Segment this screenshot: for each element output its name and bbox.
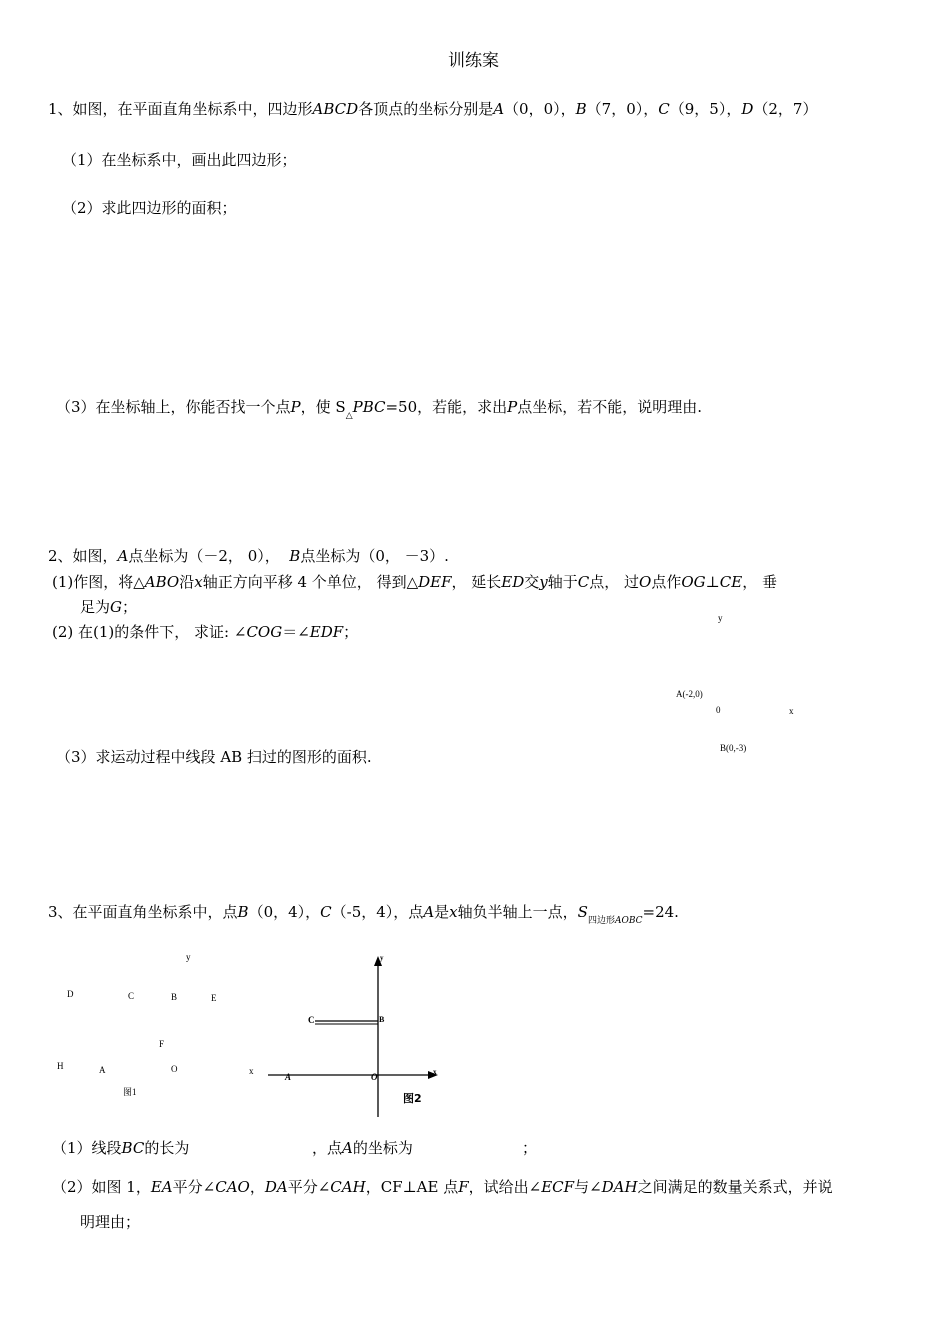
q3-part2-line2: 明理由； xyxy=(80,1213,141,1231)
fig2-caption: 图2 xyxy=(403,1092,422,1105)
page-title: 训练案 xyxy=(448,51,499,71)
q3-part1-end: ； xyxy=(522,1139,538,1157)
q2-fig-y-label: y xyxy=(718,613,723,623)
fig2-a-label: A xyxy=(285,1072,292,1082)
q3-part1: （1）线段BC的长为 xyxy=(52,1139,190,1157)
q2-fig-x-label: x xyxy=(789,706,794,716)
fig2-c-label: C xyxy=(308,1015,315,1025)
fig1-e-label: E xyxy=(211,993,217,1003)
q3-part2-line1: （2）如图 1，EA平分∠CAO，DA平分∠CAH，CF⊥AE 点F，试给出∠ECF与∠DAH之间满足的数量关系式，并说 xyxy=(52,1178,833,1196)
fig2-y-label: y xyxy=(380,954,384,962)
q3-stem: 3、在平面直角坐标系中，点B（0，4），C（-5，4），点A是x轴负半轴上一点，$S_{四边形AOBC}=24$. xyxy=(48,903,679,926)
q2-part1-line1: (1)作图，将△ABO沿x轴正方向平移 4 个单位， 得到△DEF， 延长ED交y轴于C点， 过O点作OG⊥CE， 垂 xyxy=(52,573,777,591)
q2-fig-origin-label: 0 xyxy=(716,705,721,715)
q2-part1-line2: 足为G； xyxy=(80,598,138,616)
q2-fig-b-label: B(0,-3) xyxy=(720,743,747,753)
fig1-f-label: F xyxy=(159,1039,165,1049)
fig1-o-label: O xyxy=(171,1064,178,1074)
fig1-y-label: y xyxy=(186,952,191,962)
fig2-b-label: B xyxy=(379,1015,385,1024)
fig1-h-label: H xyxy=(57,1061,64,1071)
fig1-x-label: x xyxy=(249,1066,254,1076)
q2-part2: (2) 在(1)的条件下， 求证: ∠COG＝∠EDF； xyxy=(52,623,359,641)
q3-part1-point-a: ，点A的坐标为 xyxy=(312,1139,413,1157)
fig1-a-label: A xyxy=(99,1065,106,1075)
fig2-o-label: O xyxy=(371,1072,378,1082)
q1-part1: （1）在坐标系中，画出此四边形； xyxy=(62,151,297,169)
fig1-caption: 图1 xyxy=(123,1087,137,1097)
q1-part2: （2）求此四边形的面积； xyxy=(62,199,237,217)
fig1-d-label: D xyxy=(67,989,74,999)
fig1-b-label: B xyxy=(171,992,178,1002)
q1-stem: 1、如图，在平面直角坐标系中，四边形ABCD各顶点的坐标分别是A（0，0），B（7，0），C（9，5），D（2，7） xyxy=(48,100,818,118)
fig1-c-label: C xyxy=(128,991,135,1001)
q2-fig-a-label: A(-2,0) xyxy=(676,689,703,699)
q2-part3: （3）求运动过程中线段 AB 扫过的图形的面积. xyxy=(56,748,372,766)
q1-part3: （3）在坐标轴上，你能否找一个点P，使 $S_\triangle PBC=50$，若能，求出P点坐标，若不能，说明理由. xyxy=(56,398,703,421)
q2-stem: 2、如图，A点坐标为（－2， 0）， B点坐标为（0， －3）. xyxy=(48,547,449,565)
fig2-x-label: x xyxy=(433,1068,437,1076)
